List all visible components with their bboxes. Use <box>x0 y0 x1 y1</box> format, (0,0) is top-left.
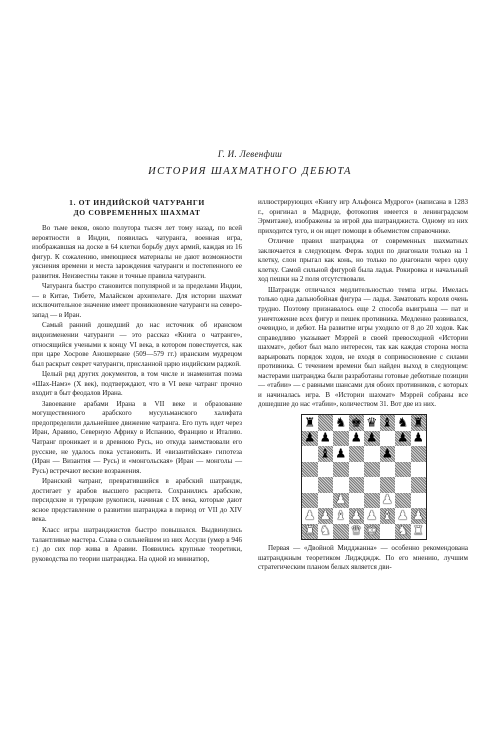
white-pawn-icon: ♟ <box>350 507 362 523</box>
black-knight-icon: ♞ <box>335 414 347 430</box>
board-square <box>380 431 396 447</box>
article-title: ИСТОРИЯ ШАХМАТНОГО ДЕБЮТА <box>148 166 352 177</box>
board-square <box>333 446 349 462</box>
board-square <box>333 415 349 431</box>
board-square <box>302 477 318 493</box>
board-square <box>395 477 411 493</box>
chess-diagram <box>301 414 425 540</box>
board-square <box>364 462 380 478</box>
black-pawn-icon: ♟ <box>335 445 347 461</box>
board-square <box>364 431 380 447</box>
board-square <box>333 431 349 447</box>
board-square <box>380 462 396 478</box>
board-square <box>395 446 411 462</box>
board-square <box>364 446 380 462</box>
board-square <box>364 477 380 493</box>
board-square <box>302 462 318 478</box>
paragraph: Завоевание арабами Ирана в VII веке и образование могущественного арабского мусульманского халифата предопределили дальнейшее движение чатранга. Его путь идет через Иран, Аравию, Северную Африку в Испанию, Францию и Италию. Чатранг проникает и в древнюю Русь, но откуда заимствовали его русские, не удалось пока установить. И «византийская» гипотеза (Иран — Византия — Русь) и «монгольская» (Иран — монголы — Русь) встречают веские возражения. <box>32 399 242 475</box>
diagram-caption: Первая — «Двойной Мидджанна» — особенно рекомендована шатранджным теоретиком Лидждждж. По его мнению, лучшим стратегическим планом белых является дви- <box>258 544 468 572</box>
board-square <box>302 415 318 431</box>
left-column <box>32 196 242 564</box>
paragraph: Чатуранга быстро становится популярной и за пределами Индии, — в Китае, Тибете, Малайском архипелаге. Для истории шахмат исключительное значение имеет проникновение чатуранги на северо-запад — в Иран. <box>32 282 242 319</box>
black-rook-icon: ♜ <box>412 414 424 430</box>
white-rook-icon: ♜ <box>412 522 424 538</box>
board-square <box>380 477 396 493</box>
board-square <box>380 524 396 540</box>
board-square <box>349 446 365 462</box>
board-square <box>333 493 349 509</box>
white-pawn-icon: ♟ <box>366 507 378 523</box>
board-square <box>364 524 380 540</box>
board-square <box>302 508 318 524</box>
black-knight-icon: ♞ <box>397 414 409 430</box>
chess-board <box>301 414 427 540</box>
black-pawn-icon: ♟ <box>397 429 409 445</box>
black-queen-icon: ♛ <box>366 414 378 430</box>
white-pawn-icon: ♟ <box>412 507 424 523</box>
board-square <box>333 508 349 524</box>
paragraph: Во тьме веков, около полутора тысяч лет тому назад, по всей вероятности в Индии, появилась чатуранга, военная игра, изображавшая на доске в 64 клетки борьбу двух армий, каждая из 16 фигур. К сожалению, имеющиеся материалы не дают возможности уяснения времени и места зарождения чатуранги и постепенного ее развития. Неизвестны также и точные правила чатуранги. <box>32 224 242 280</box>
board-square <box>380 415 396 431</box>
board-square <box>318 415 334 431</box>
black-pawn-icon: ♟ <box>412 429 424 445</box>
black-bishop-icon: ♝ <box>319 445 331 461</box>
paragraph: Целый ряд других документов, в том числе и знаменитая поэма «Шах-Намэ» (X век), подтверждают, что в VI веке чатранг прочно входит в быт феодалов Ирана. <box>32 370 242 398</box>
board-square <box>349 524 365 540</box>
white-knight-icon: ♞ <box>319 522 331 538</box>
board-square <box>333 462 349 478</box>
white-pawn-icon: ♟ <box>304 507 316 523</box>
board-square <box>302 493 318 509</box>
board-square <box>302 446 318 462</box>
board-square <box>318 446 334 462</box>
board-square <box>395 415 411 431</box>
board-square <box>411 493 427 509</box>
white-pawn-icon: ♟ <box>397 507 409 523</box>
board-square <box>318 462 334 478</box>
black-pawn-icon: ♟ <box>304 429 316 445</box>
white-knight-icon: ♞ <box>397 522 409 538</box>
board-square <box>364 415 380 431</box>
white-bishop-icon: ♝ <box>335 507 347 523</box>
white-pawn-icon: ♟ <box>319 507 331 523</box>
right-column <box>258 198 468 573</box>
black-rook-icon: ♜ <box>304 414 316 430</box>
paragraph: Шатрандж отличался медлительностью темпа игры. Имелась только одна дальнобойная фигура — ладья. Заматовать короля очень трудно. Поэтому признавалось еще 2 способа выигрыша — пат и уничтожение всех фигур и пешек противника. Медленно развивался, очевидно, и дебют. На развитие игры уходило от 8 до 20 ходов. Как справедливо указывает Мэррей в своей превосходной «Истории шахмат», дебют был мало интересен, так как каждая сторона могла варьировать порядок ходов, не входя в соприкосновение с силами противника. С течением времени был найден выход в следующем: мастерами шатранджа были разработаны готовые дебютные позиции — «табии» — с равными шансами для обоих противников, с которых и начиналась игра. В «Истории шахмат» Мэррей собраны все дошедшие до нас «табии», количеством 31. Вот две из них. <box>258 285 468 409</box>
board-square <box>318 524 334 540</box>
board-square <box>349 462 365 478</box>
board-square <box>349 415 365 431</box>
white-pawn-icon: ♟ <box>381 491 393 507</box>
board-square <box>395 462 411 478</box>
board-square <box>318 477 334 493</box>
board-square <box>380 508 396 524</box>
black-pawn-icon: ♟ <box>381 445 393 461</box>
board-square <box>411 477 427 493</box>
author-name: Г. И. Левенфиш <box>217 149 283 159</box>
board-square <box>318 493 334 509</box>
board-square <box>364 508 380 524</box>
board-square <box>411 446 427 462</box>
paragraph: Отличие правил шатранджа от современных шахматных заключается в следующем. Ферзь ходил по диагонали только на 1 клетку, слон прыгал как конь, но только по диагонали через одну клетку. Самой сильной фигурой была ладья. Рокировка и начальный ход пешки на 2 поля отсутствовали. <box>258 237 468 284</box>
white-rook-icon: ♜ <box>304 522 316 538</box>
white-pawn-icon: ♟ <box>335 491 347 507</box>
board-square <box>395 493 411 509</box>
board-square <box>349 431 365 447</box>
board-square <box>395 431 411 447</box>
board-square <box>411 415 427 431</box>
board-square <box>318 508 334 524</box>
white-queen-icon: ♛ <box>350 522 362 538</box>
white-bishop-icon: ♝ <box>381 507 393 523</box>
section-heading <box>32 198 242 218</box>
board-square <box>318 431 334 447</box>
white-king-icon: ♚ <box>366 522 378 538</box>
board-square <box>333 477 349 493</box>
board-square <box>411 431 427 447</box>
board-square <box>349 493 365 509</box>
paragraph: Класс игры шатранджистов быстро повышался. Выдвинулись талантливые мастера. Слава о сильнейшем из них Ассули (умер в 946 г.) до сих пор жива в Аравии. Появились крупные теоретики, руководства по теории шатранджа. На одной из миниатюр, <box>32 525 242 563</box>
board-square <box>411 508 427 524</box>
black-pawn-icon: ♟ <box>366 429 378 445</box>
black-king-icon: ♚ <box>350 414 362 430</box>
board-square <box>349 477 365 493</box>
section-heading-line-2: ДО СОВРЕМЕННЫХ ШАХМАТ <box>73 208 201 217</box>
paragraph: Самый ранний дошедший до нас источник об иранском видоизменении чатуранги — это рассказ «Книга о чатранге», относящийся учеными к концу VI века, в котором повествуется, как при царе Хосрове Аношерване (509—579 гг.) иранским мудрецом был раскрыт секрет чатуранги, присланной царю индийским раджой. <box>32 321 242 368</box>
board-square <box>333 524 349 540</box>
board-square <box>395 524 411 540</box>
section-heading-line-1: 1. ОТ ИНДИЙСКОЙ ЧАТУРАНГИ <box>69 198 205 207</box>
black-bishop-icon: ♝ <box>381 414 393 430</box>
black-pawn-icon: ♟ <box>350 429 362 445</box>
board-square <box>302 524 318 540</box>
board-square <box>380 493 396 509</box>
black-pawn-icon: ♟ <box>319 429 331 445</box>
board-square <box>411 524 427 540</box>
board-square <box>302 431 318 447</box>
board-square <box>411 462 427 478</box>
board-square <box>364 493 380 509</box>
board-square <box>395 508 411 524</box>
board-square <box>380 446 396 462</box>
board-square <box>349 508 365 524</box>
paragraph: Иранский чатранг, превратившийся в арабский шатрандж, достигает у арабов высшего расцвета. Сохранились арабские, персидские и турецкие рукописи, начиная с IX века, которые дают ясное представление о развитии шатранджа в период от VII до XIV века. <box>32 477 242 524</box>
paragraph: иллюстрирующих «Книгу игр Альфонса Мудрого» (написана в 1283 г., оригинал в Мадриде, фотокопия имеется в ленинградском Эрмитаже), изображены за игрой два шатранджиста. Одному из них приходится туго, и он ищет помощи в объемистом справочнике. <box>258 198 468 235</box>
